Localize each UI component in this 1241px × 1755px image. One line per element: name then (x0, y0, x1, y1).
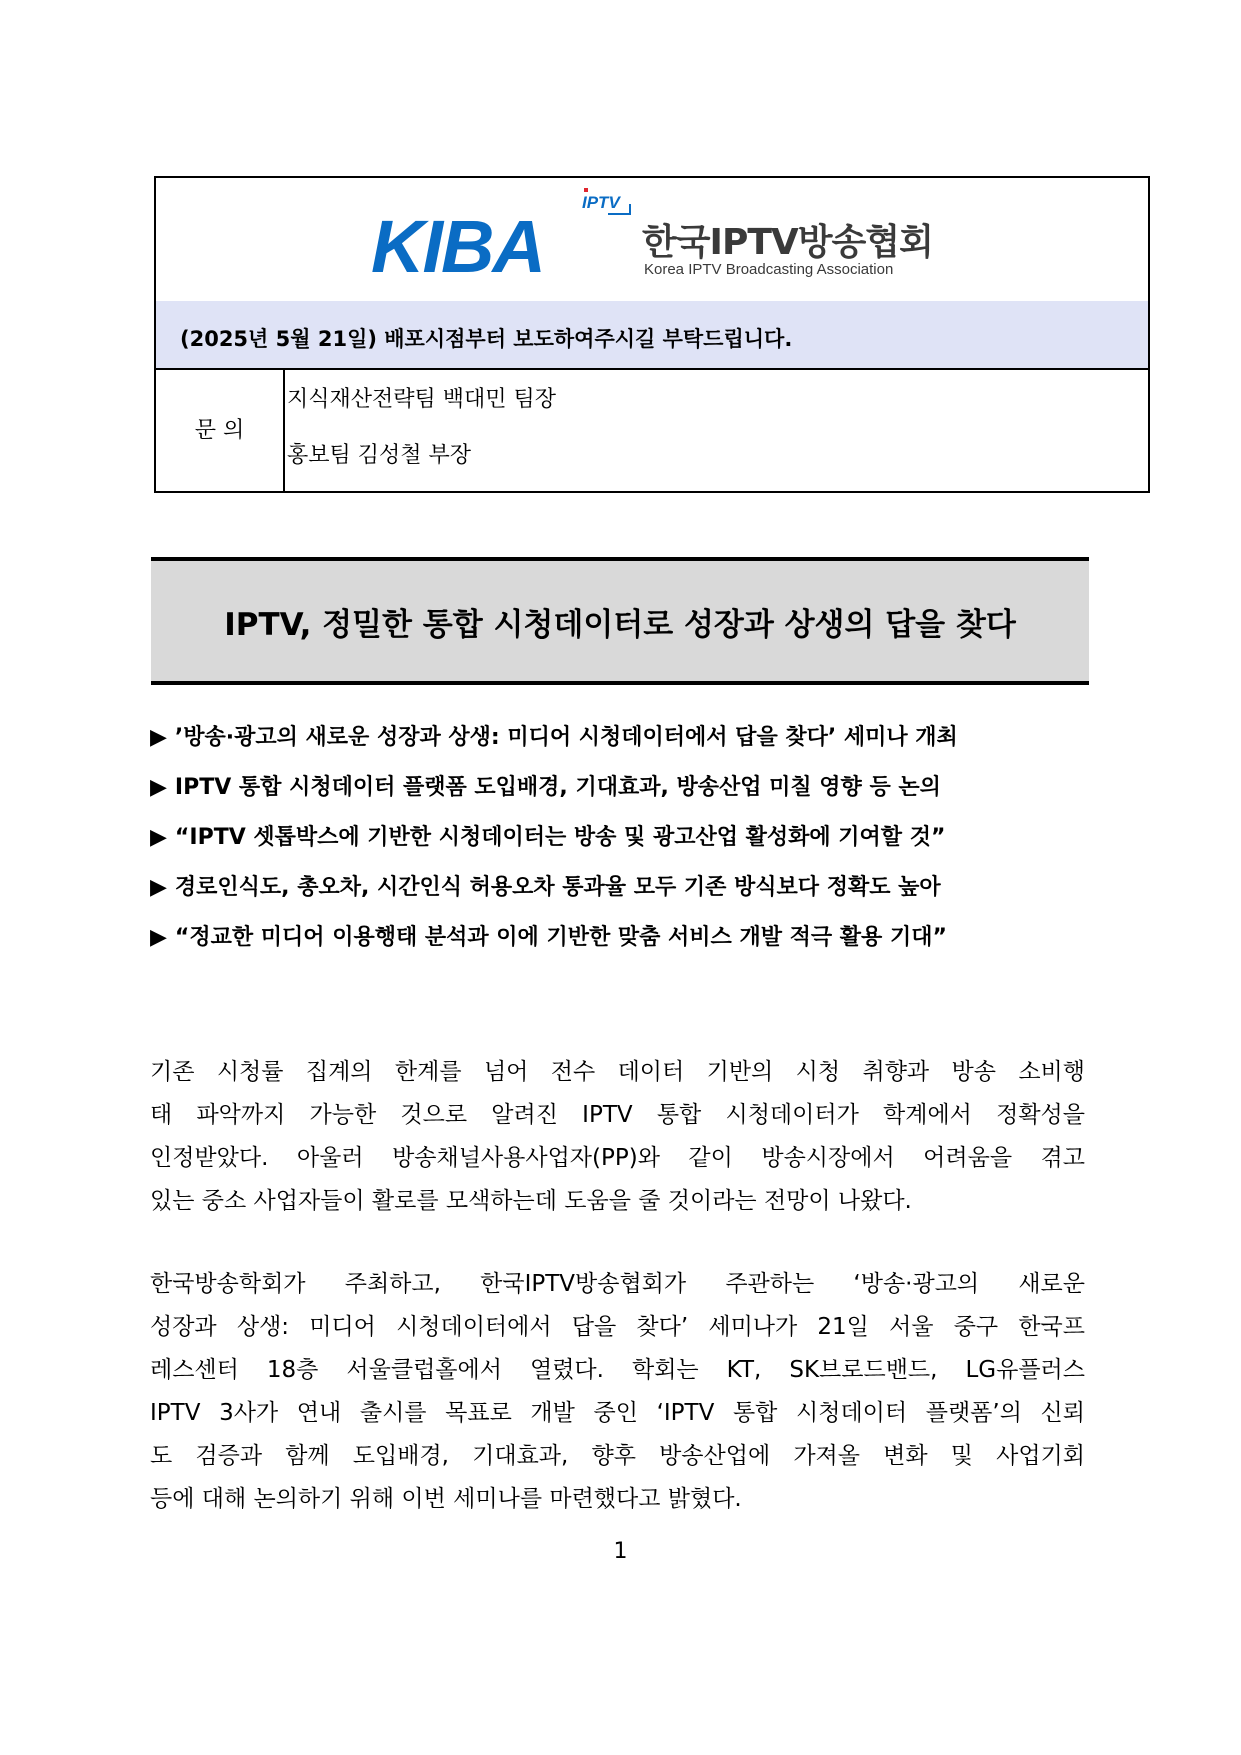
paragraph-line: IPTV 3사가 연내 출시를 목표로 개발 중인 ‘IPTV 통합 시청데이터 플랫폼’의 신뢰 (150, 1400, 1085, 1426)
bullet-text: 경로인식도, 총오차, 시간인식 허용오차 통과율 모두 기존 방식보다 정확도 높아 (174, 875, 941, 900)
press-header-table (154, 176, 1150, 493)
contact-label-cell (156, 370, 285, 491)
contact-person-1: 지식재산전략팀 백대민 팀장 (287, 387, 557, 412)
paragraph-line: 한국방송학회가 주최하고, 한국IPTV방송협회가 주관하는 ‘방송·광고의 새로운 (150, 1271, 1085, 1297)
bullet-arrow-icon: ▶ (150, 725, 167, 750)
contact-person-2: 홍보팀 김성철 부장 (287, 443, 472, 468)
bullet-arrow-icon: ▶ (150, 875, 167, 900)
body-paragraph (150, 1263, 1085, 1521)
summary-bullet (150, 870, 941, 901)
headline-title: IPTV, 정밀한 통합 시청데이터로 성장과 상생의 답을 찾다 (224, 607, 1016, 643)
paragraph-line: 기존 시청률 집계의 한계를 넘어 전수 데이터 기반의 시청 취향과 방송 소비행 (150, 1059, 1085, 1085)
bullet-text: “정교한 미디어 이용행태 분석과 이에 기반한 맞춤 서비스 개발 적극 활용 기대” (174, 925, 947, 950)
summary-bullet (150, 820, 945, 851)
kiba-logo-text: KIBA (371, 206, 544, 276)
org-name-korean: 한국IPTV방송협회 (642, 222, 933, 263)
paragraph-line: 있는 중소 사업자들이 활로를 모색하는데 도움을 줄 것이라는 전망이 나왔다. (150, 1188, 912, 1214)
paragraph-line: 태 파악까지 가능한 것으로 알려진 IPTV 통합 시청데이터가 학계에서 정확성을 (150, 1102, 1085, 1128)
contact-row (156, 370, 1148, 491)
paragraph-line: 인정받았다. 아울러 방송채널사용사업자(PP)와 같이 방송시장에서 어려움을 겪고 (150, 1145, 1085, 1171)
bullet-text: ’방송·광고의 새로운 성장과 상생: 미디어 시청데이터에서 답을 찾다’ 세미나 개최 (174, 725, 958, 750)
bullet-arrow-icon: ▶ (150, 925, 167, 950)
org-name-english: Korea IPTV Broadcasting Association (644, 261, 894, 278)
bullet-arrow-icon: ▶ (150, 825, 167, 850)
release-notice: (2025년 5월 21일) 배포시점부터 보도하여주시길 부탁드립니다. (180, 327, 793, 351)
iptv-badge-text: IPTV (582, 193, 620, 212)
paragraph-line: 성장과 상생: 미디어 시청데이터에서 답을 찾다’ 세미나가 21일 서울 중구 한국프 (150, 1314, 1085, 1340)
paragraph-line: 레스센터 18층 서울클럽홀에서 열렸다. 학회는 KT, SK브로드밴드, LG유플러스 (150, 1357, 1085, 1383)
headline-box (151, 557, 1089, 685)
summary-bullet (150, 720, 958, 751)
bullet-arrow-icon: ▶ (150, 775, 167, 800)
paragraph-line: 도 검증과 함께 도입배경, 기대효과, 향후 방송산업에 가져올 변화 및 사업기회 (150, 1443, 1085, 1469)
bullet-text: “IPTV 셋톱박스에 기반한 시청데이터는 방송 및 광고산업 활성화에 기여할 것” (174, 825, 946, 850)
summary-bullet (150, 920, 947, 951)
paragraph-line: 등에 대해 논의하기 위해 이번 세미나를 마련했다고 밝혔다. (150, 1486, 742, 1512)
release-notice-row (156, 301, 1148, 370)
summary-bullet (150, 770, 941, 801)
page-number: 1 (613, 1539, 628, 1564)
bullet-text: IPTV 통합 시청데이터 플랫폼 도입배경, 기대효과, 방송산업 미칠 영향 등 논의 (174, 775, 941, 800)
contact-label: 문 의 (194, 418, 245, 443)
iptv-badge-icon (578, 186, 638, 226)
body-paragraph (150, 1051, 1085, 1223)
logo-row (156, 178, 1148, 303)
